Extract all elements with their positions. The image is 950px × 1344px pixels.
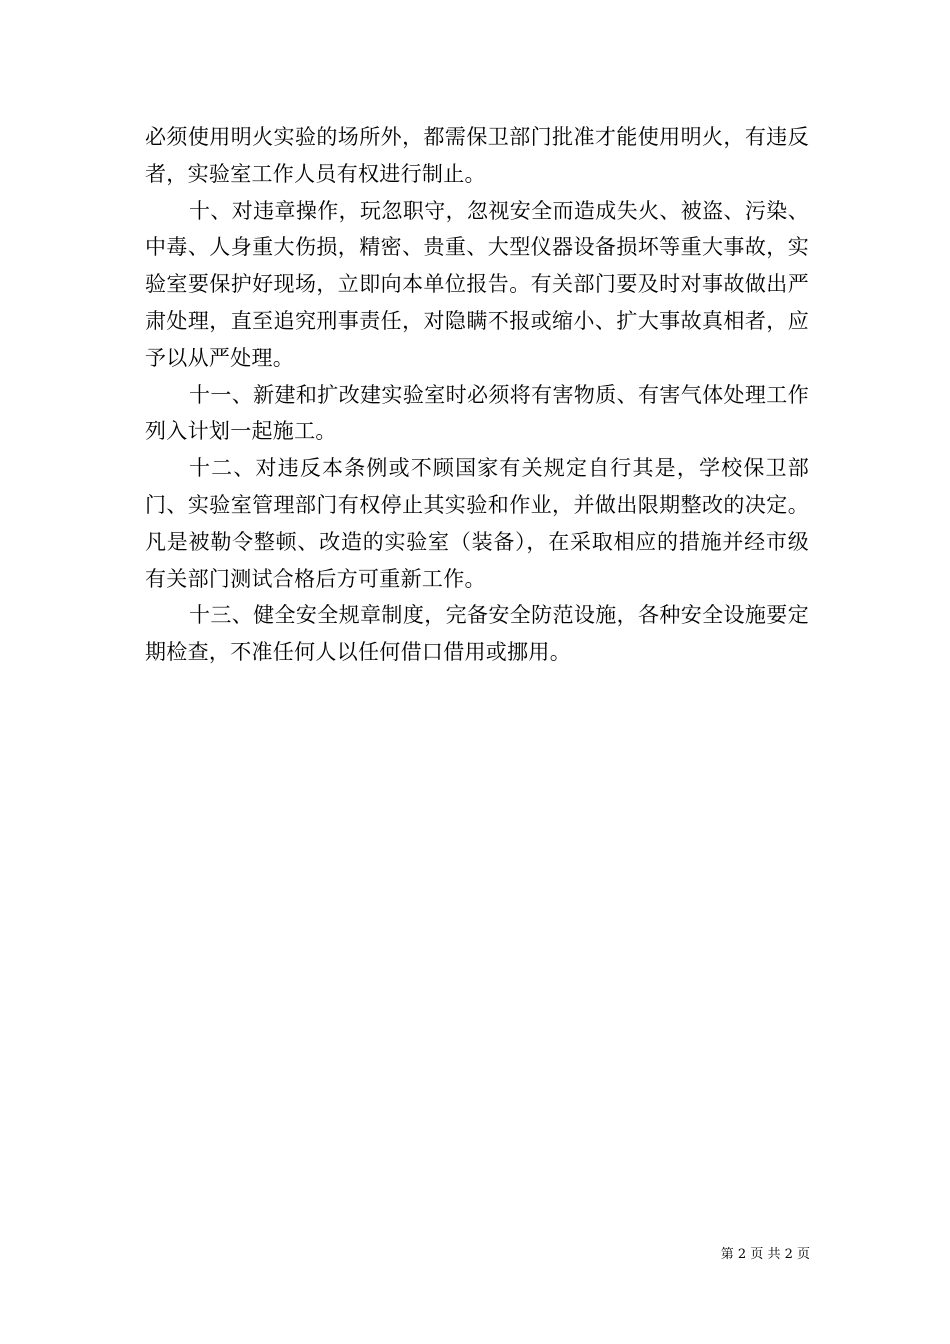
paragraph-article-12: 十二、对违反本条例或不顾国家有关规定自行其是，学校保卫部门、实验室管理部门有权停止其实验和作业，并做出限期整改的决定。凡是被勒令整顿、改造的实验室（装备），在采取相应的措施并经市级有关部门测试合格后方可重新工作。 <box>145 456 809 591</box>
page-number-footer: 第 2 页 共 2 页 <box>720 1247 810 1262</box>
paragraph-article-10: 十、对违章操作，玩忽职守，忽视安全而造成失火、被盗、污染、中毒、人身重大伤损，精密、贵重、大型仪器设备损坏等重大事故，实验室要保护好现场，立即向本单位报告。有关部门要及时对事故做出严肃处理，直至追究刑事责任，对隐瞒不报或缩小、扩大事故真相者，应予以从严处理。 <box>145 198 809 370</box>
document-body <box>145 119 809 671</box>
paragraph-article-11: 十一、新建和扩改建实验室时必须将有害物质、有害气体处理工作列入计划一起施工。 <box>145 382 809 444</box>
paragraph-continuation: 必须使用明火实验的场所外，都需保卫部门批准才能使用明火，有违反者，实验室工作人员有权进行制止。 <box>145 125 809 186</box>
paragraph-article-13: 十三、健全安全规章制度，完备安全防范设施，各种安全设施要定期检查，不准任何人以任何借口借用或挪用。 <box>145 603 809 665</box>
